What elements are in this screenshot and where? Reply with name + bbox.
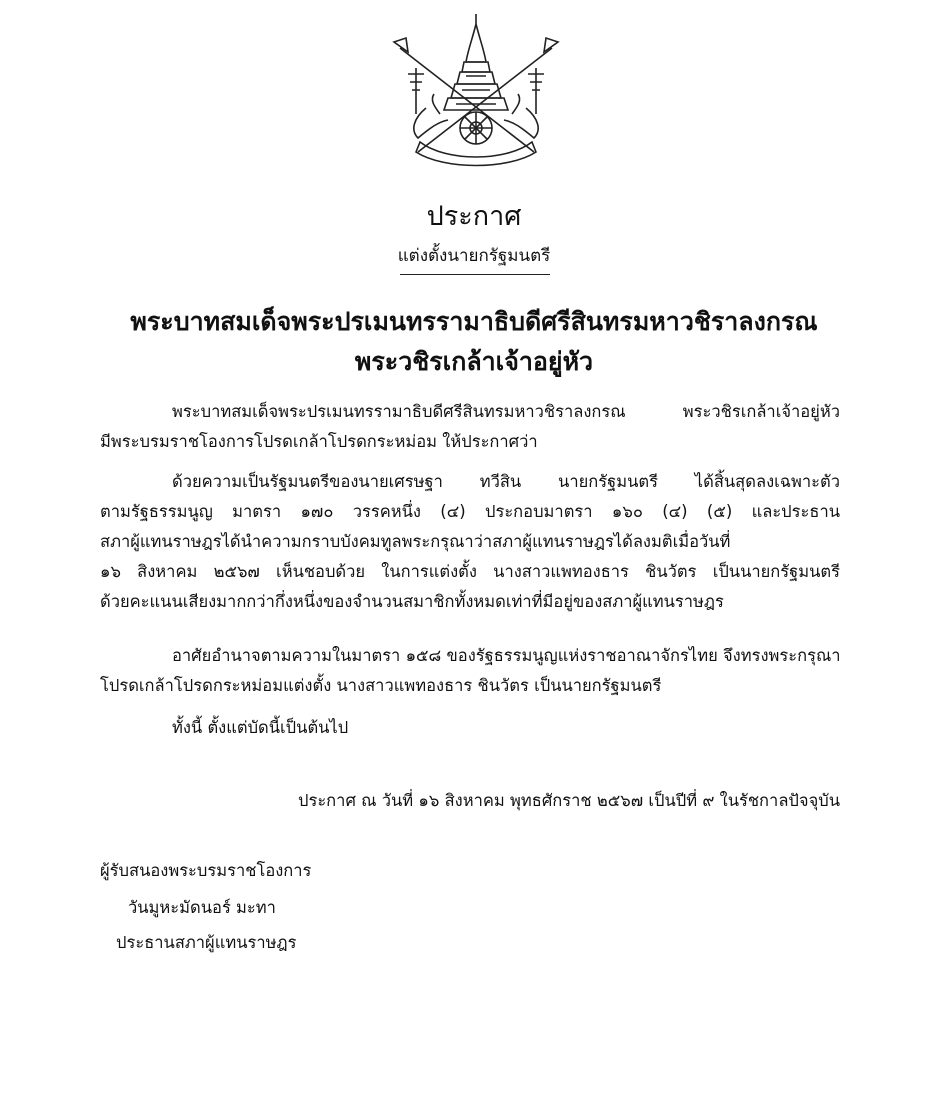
paragraph-3 <box>100 641 840 701</box>
king-name-line-2: พระวชิรเกล้าเจ้าอยู่หัว <box>354 347 594 376</box>
paragraph-line: ตามรัฐธรรมนูญ มาตรา ๑๗๐ วรรคหนึ่ง (๔) ประกอบมาตรา ๑๖๐ (๔) (๕) และประธาน <box>100 502 840 521</box>
king-name-line-1: พระบาทสมเด็จพระปรเมนทรรามาธิบดีศรีสินทรมหาวชิราลงกรณ <box>130 307 818 336</box>
paragraph-line: ๑๖ สิงหาคม ๒๕๖๗ เห็นชอบด้วย ในการแต่งตั้ง นางสาวแพทองธาร ชินวัตร เป็นนายกรัฐมนตรี <box>100 562 840 581</box>
paragraph-line: ทั้งนี้ ตั้งแต่บัดนี้เป็นต้นไป <box>172 718 349 737</box>
paragraph-line: สภาผู้แทนราษฎรได้นำความกราบบังคมทูลพระกรุณาว่าสภาผู้แทนราษฎรได้ลงมติเมื่อวันที่ <box>100 532 731 551</box>
paragraph-2 <box>100 467 840 617</box>
paragraph-line: โปรดเกล้าโปรดกระหม่อมแต่งตั้ง นางสาวแพทองธาร ชินวัตร เป็นนายกรัฐมนตรี <box>100 676 662 695</box>
countersign-heading: ผู้รับสนองพระบรมราชโองการ <box>100 861 312 880</box>
paragraph-line: ด้วยคะแนนเสียงมากกว่ากึ่งหนึ่งของจำนวนสมาชิกทั้งหมดเท่าที่มีอยู่ของสภาผู้แทนราษฎร <box>100 592 724 611</box>
countersigner-name: วันมูหะมัดนอร์ มะทา <box>128 898 276 917</box>
title-divider <box>400 274 550 275</box>
paragraph-line: มีพระบรมราชโองการโปรดเกล้าโปรดกระหม่อม ให้ประกาศว่า <box>100 432 538 451</box>
paragraph-1 <box>100 397 840 457</box>
royal-seal-icon <box>386 10 566 170</box>
announcement-dateline: ประกาศ ณ วันที่ ๑๖ สิงหาคม พุทธศักราช ๒๕๖๗ เป็นปีที่ ๙ ในรัชกาลปัจจุบัน <box>297 791 840 810</box>
countersigner-position: ประธานสภาผู้แทนราษฎร <box>116 933 297 952</box>
announcement-subtitle: แต่งตั้งนายกรัฐมนตรี <box>397 246 551 266</box>
paragraph-4 <box>100 713 840 743</box>
announcement-title: ประกาศ <box>426 201 522 232</box>
paragraph-line: ด้วยความเป็นรัฐมนตรีของนายเศรษฐา ทวีสิน นายกรัฐมนตรี ได้สิ้นสุดลงเฉพาะตัว <box>172 472 840 491</box>
paragraph-line: พระบาทสมเด็จพระปรเมนทรรามาธิบดีศรีสินทรมหาวชิราลงกรณ พระวชิรเกล้าเจ้าอยู่หัว <box>172 402 840 421</box>
paragraph-line: อาศัยอำนาจตามความในมาตรา ๑๕๘ ของรัฐธรรมนูญแห่งราชอาณาจักรไทย จึงทรงพระกรุณา <box>172 646 841 665</box>
